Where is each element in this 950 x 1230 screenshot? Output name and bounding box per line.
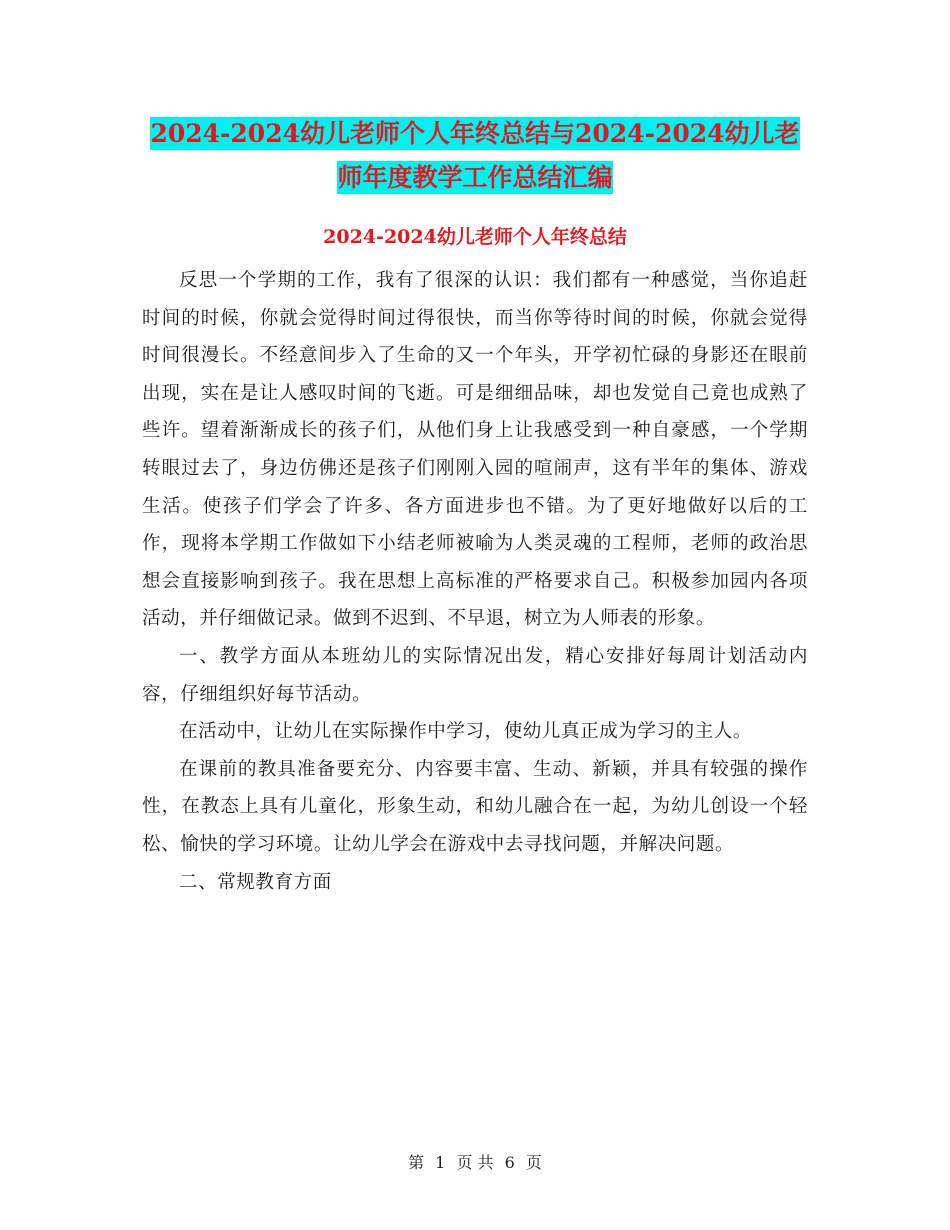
section-title: 2024-2024幼儿老师个人年终总结 xyxy=(323,226,627,248)
paragraph: 在活动中，让幼儿在实际操作中学习，使幼儿真正成为学习的主人。 xyxy=(179,721,753,743)
document-body xyxy=(142,262,808,901)
document-title-line-2: 师年度教学工作总结汇编 xyxy=(337,163,613,192)
footer-suffix: 页 xyxy=(525,1153,542,1172)
document-title xyxy=(120,112,830,200)
paragraph: 一、教学方面从本班幼儿的实际情况出发，精心安排好每周计划活动内容，仔细组织好每节活动。 xyxy=(142,645,808,705)
footer-prefix: 第 xyxy=(408,1153,425,1172)
paragraph: 二、常规教育方面 xyxy=(179,871,332,893)
paragraph: 在课前的教具准备要充分、内容要丰富、生动、新颖，并具有较强的操作性，在教态上具有儿童化，形象生动，和幼儿融合在一起，为幼儿创设一个轻松、愉快的学习环境。让幼儿学会在游戏中去寻找问题，并解决问题。 xyxy=(142,758,808,855)
footer-middle: 页 共 xyxy=(456,1153,494,1172)
footer-total-pages: 6 xyxy=(504,1153,515,1172)
page-footer xyxy=(0,1150,950,1173)
document-title-line-1: 2024-2024幼儿老师个人年终总结与2024-2024幼儿老 xyxy=(150,119,800,148)
footer-page-number: 1 xyxy=(435,1153,446,1172)
paragraph: 反思一个学期的工作，我有了很深的认识：我们都有一种感觉，当你追赶时间的时候，你就会觉得时间过得很快，而当你等待时间的时候，你就会觉得时间很漫长。不经意间步入了生命的又一个年头，开学初忙碌的身影还在眼前出现，实在是让人感叹时间的飞逝。可是细细品味，却也发觉自己竟也成熟了些许。望着渐渐成长的孩子们，从他们身上让我感受到一种自豪感，一个学期转眼过去了，身边仿佛还是孩子们刚刚入园的喧闹声，这有半年的集体、游戏生活。使孩子们学会了许多、各方面进步也不错。为了更好地做好以后的工作，现将本学期工作做如下小结老师被喻为人类灵魂的工程师，老师的政治思想会直接影响到孩子。我在思想上高标准的严格要求自己。积极参加园内各项活动，并仔细做记录。做到不迟到、不早退，树立为人师表的形象。 xyxy=(142,270,808,630)
